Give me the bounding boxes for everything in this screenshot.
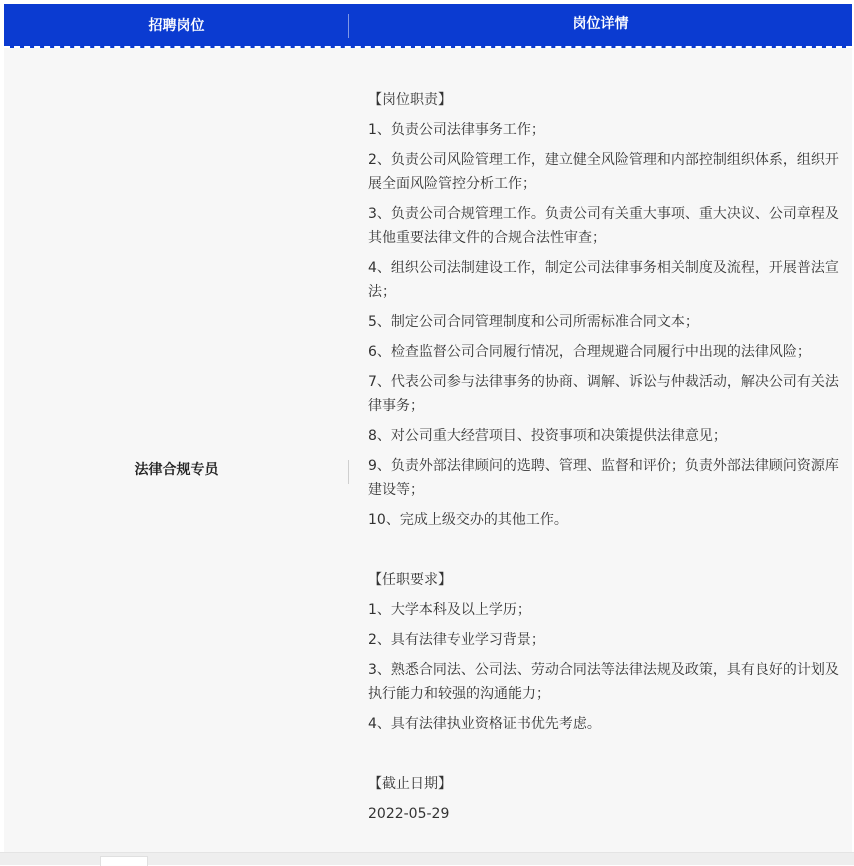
header-position-column: 招聘岗位 (148, 18, 205, 34)
position-name: 法律合规专员 (134, 462, 219, 478)
duty-item: 3、负责公司合规管理工作。负责公司有关重大事项、重大决议、公司章程及其他重要法律文件的合规合法性审查； (368, 206, 839, 246)
duty-item: 1、负责公司法律事务工作； (368, 122, 545, 138)
section-gap (368, 742, 842, 772)
duty-item: 4、组织公司法制建设工作，制定公司法律事务相关制度及流程，开展普法宣法； (368, 260, 839, 300)
duty-item: 7、代表公司参与法律事务的协商、调解、诉讼与仲裁活动，解决公司有关法律事务； (368, 374, 839, 414)
deadline-title: 【截止日期】 (368, 776, 452, 792)
requirements-title: 【任职要求】 (368, 572, 452, 588)
duty-item: 8、对公司重大经营项目、投资事项和决策提供法律意见； (368, 428, 727, 444)
job-table (4, 4, 852, 865)
duty-item: 9、负责外部法律顾问的选聘、管理、监督和评价；负责外部法律顾问资源库建设等； (368, 458, 839, 498)
requirement-item: 4、具有法律执业资格证书优先考虑。 (368, 716, 601, 732)
duty-item: 10、完成上级交办的其他工作。 (368, 512, 568, 528)
horizontal-scrollbar[interactable] (0, 852, 854, 865)
duty-item: 2、负责公司风险管理工作，建立健全风险管理和内部控制组织体系，组织开展全面风险管控分析工作； (368, 152, 839, 192)
requirement-item: 3、熟悉合同法、公司法、劳动合同法等法律法规及政策，具有良好的计划及执行能力和较强的沟通能力； (368, 662, 839, 702)
duty-item: 6、检查监督公司合同履行情况，合理规避合同履行中出现的法律风险； (368, 344, 811, 360)
duty-item: 5、制定公司合同管理制度和公司所需标准合同文本； (368, 314, 699, 330)
section-gap (368, 538, 842, 568)
job-details (368, 88, 842, 832)
duties-title: 【岗位职责】 (368, 92, 452, 108)
requirement-item: 1、大学本科及以上学历； (368, 602, 531, 618)
requirement-item: 2、具有法律专业学习背景； (368, 632, 545, 648)
deadline-date: 2022-05-29 (368, 806, 450, 822)
table-header (4, 4, 852, 48)
header-details-column: 岗位详情 (572, 16, 629, 32)
column-divider (348, 460, 349, 484)
